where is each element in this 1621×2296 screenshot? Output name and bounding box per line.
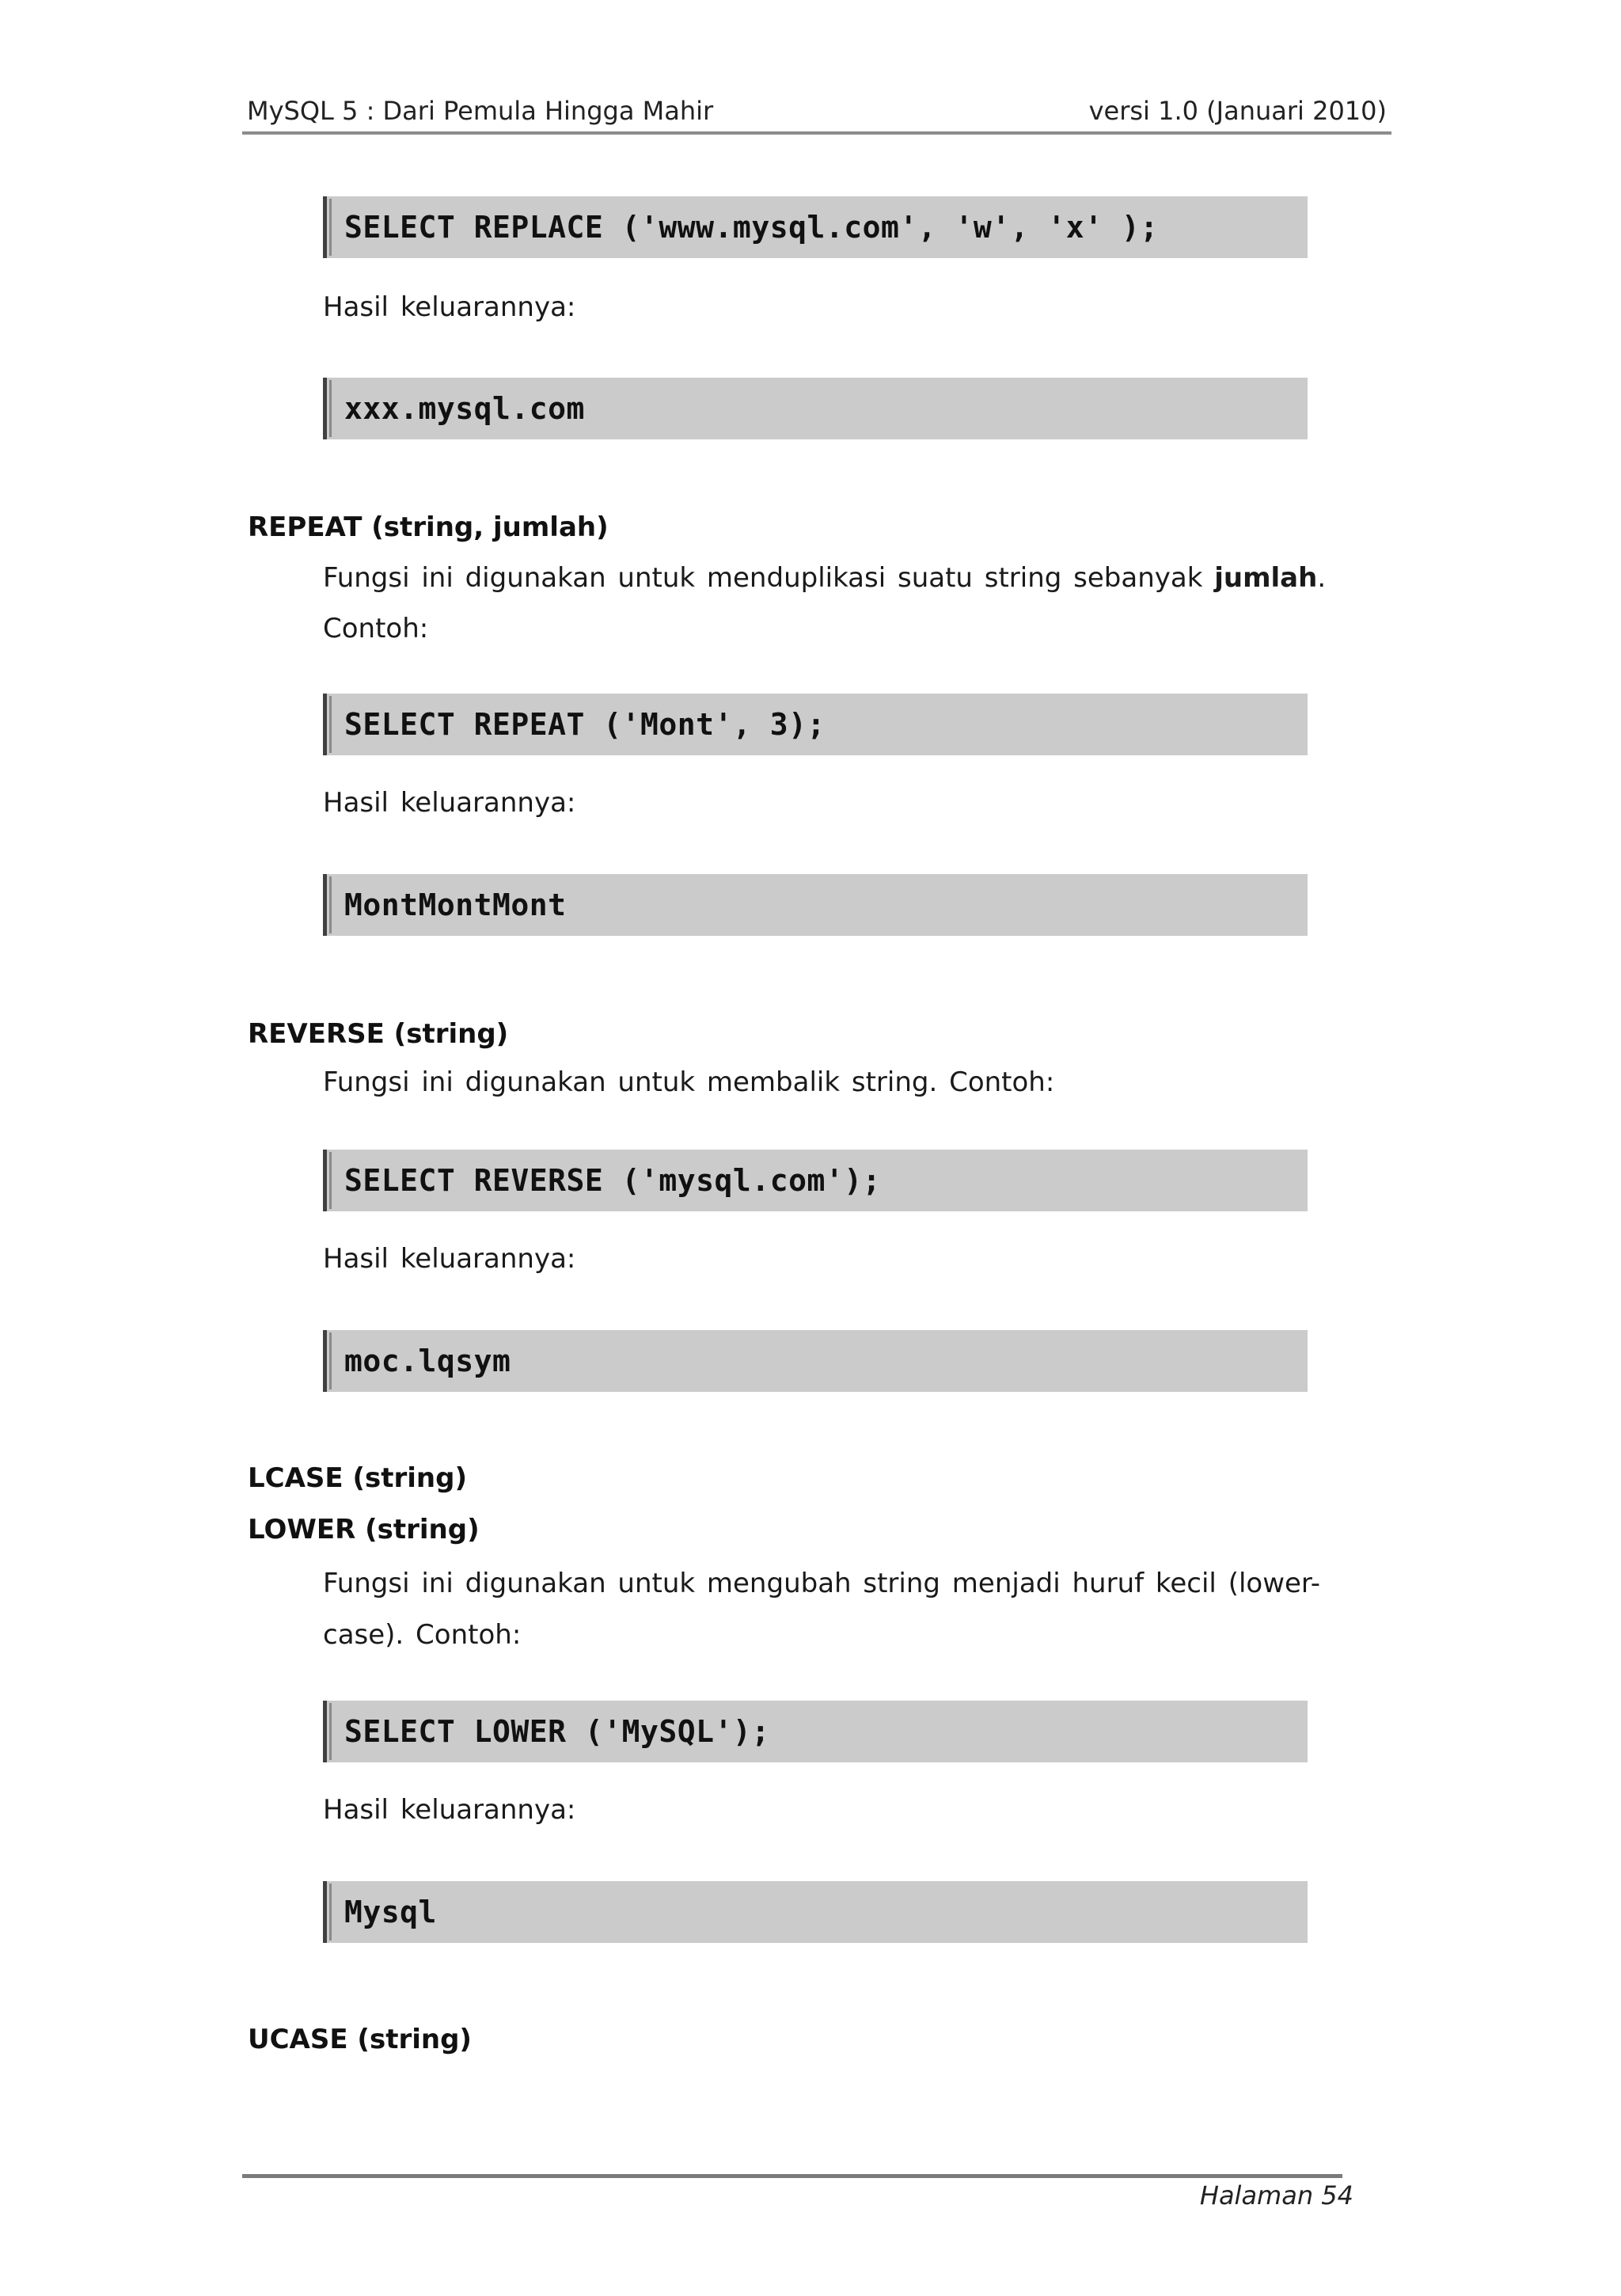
code-block-replace-result — [323, 378, 1308, 439]
book-title: MySQL 5 : Dari Pemula Hingga Mahir — [247, 96, 714, 126]
description-emphasis: jumlah — [1214, 562, 1318, 594]
code-text: moc.lqsym — [344, 1344, 511, 1378]
code-block-repeat-query — [323, 694, 1308, 755]
code-text: SELECT REPLACE ('www.mysql.com', 'w', 'x' ); — [344, 210, 1159, 245]
section-heading-lower: LOWER (string) — [248, 1514, 480, 1545]
code-block-lower-result — [323, 1881, 1308, 1943]
section-heading-repeat: REPEAT (string, jumlah) — [248, 511, 609, 543]
page-header — [242, 90, 1391, 135]
code-block-repeat-result — [323, 874, 1308, 936]
description-text: Fungsi ini digunakan untuk menduplikasi suatu string sebanyak — [323, 562, 1215, 594]
code-text: SELECT REVERSE ('mysql.com'); — [344, 1163, 881, 1198]
output-label: Hasil keluarannya: — [323, 1794, 576, 1826]
code-block-lower-query — [323, 1701, 1308, 1762]
code-block-replace-query — [323, 196, 1308, 258]
section-heading-reverse: REVERSE (string) — [248, 1018, 509, 1050]
code-text: Mysql — [344, 1895, 437, 1929]
output-label: Hasil keluarannya: — [323, 1243, 576, 1275]
footer-rule — [242, 2174, 1342, 2178]
code-block-reverse-query — [323, 1150, 1308, 1211]
page-number: Halaman 54 — [1199, 2180, 1353, 2210]
output-label: Hasil keluarannya: — [323, 291, 576, 323]
section-heading-ucase: UCASE (string) — [248, 2024, 472, 2055]
section-heading-lcase: LCASE (string) — [248, 1462, 468, 1494]
version-label: versi 1.0 (Januari 2010) — [1088, 96, 1387, 126]
description-repeat — [323, 553, 1326, 603]
code-text: SELECT REPEAT ('Mont', 3); — [344, 707, 826, 742]
code-text: xxx.mysql.com — [344, 391, 585, 426]
description-repeat-line2: Contoh: — [323, 613, 429, 644]
description-lower-line2: case). Contoh: — [323, 1619, 522, 1651]
code-text: SELECT LOWER ('MySQL'); — [344, 1714, 770, 1749]
description-reverse: Fungsi ini digunakan untuk membalik string. Contoh: — [323, 1066, 1055, 1098]
code-block-reverse-result — [323, 1330, 1308, 1392]
output-label: Hasil keluarannya: — [323, 787, 576, 819]
code-text: MontMontMont — [344, 888, 567, 922]
description-lower: Fungsi ini digunakan untuk mengubah string menjadi huruf kecil (lower- — [323, 1568, 1320, 1599]
description-text: . — [1317, 562, 1327, 594]
